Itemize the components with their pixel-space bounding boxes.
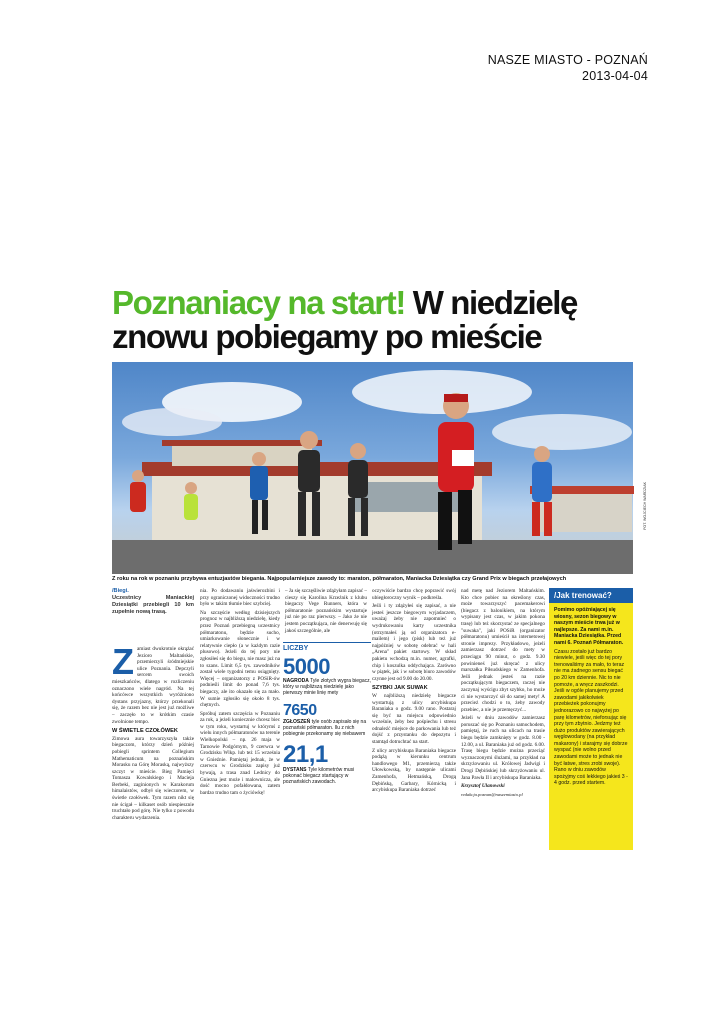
article-column-1: [112, 588, 194, 823]
document-header: [488, 52, 648, 84]
article-column-4: [372, 588, 456, 796]
stat-number: 21,1: [283, 741, 328, 768]
runners-illustration: [112, 362, 633, 574]
paragraph: – Ja się szczęśliwie zdążyłam zapisać – cieszy się Karolina Krzeźnik z klubu biegaczy Vege Runners, która w półmaratonie poznańskim wystartuje już nie po raz pierwszy. – Jako że nie jestem początkująca, nie denerwuję się jakoś szczególnie, ale: [285, 588, 367, 634]
lead-box: [112, 588, 194, 616]
author-email: redakcja.poznan@naszemiasto.pl: [461, 791, 523, 797]
runners-photo: [112, 362, 647, 574]
headline: [112, 286, 632, 354]
paragraph: nia. Po dodawaniu jaświerozbini i przy ograniczonej widoczności trudno było w takim tłumie biec szybciej.: [200, 588, 280, 608]
stat-keyword: ZGŁOSZEŃ: [283, 719, 311, 725]
paragraph: Spróbuj zatem szczęścia w Poznaniu za rok, a jeżeli koniecznie chcesz biec w tym roku, wystartuj w którymś z wielu innych półmaratonów na terenie Wielkopolski – np. 26 maja w Tarnowie Podgórnym, 9 czerwca w Grodzisku Wlkp. lub też 15 września w Gnieźnie. Pamiętaj jednak, że w czerwcu w Grodzisku zapisy już bywają, a trasa znad Lednicy do Gniezna jest może i malownicza, ale dość mocno pofałdowana, zatem bardzo trudno tam o życiówkę!: [200, 710, 280, 796]
stat-description: [283, 678, 371, 696]
subheading: W ŚWIETLE CZOŁÓWEK: [112, 728, 178, 735]
numbers-box: [283, 642, 371, 791]
article-column-2: [200, 588, 280, 798]
paragraph: Zimowa aura towarzyszyła także biegaczom, którzy dzień później pobiegli sprintem Collegium Mathematicum na poznańskim Morasku na Górę Moraską, najwyższy szczyt w mieście. Bieg Pamięci Tomasza Kowalskiego i Macieja Berbeki, zaginionych w Karakorum himalaistów, odbył się wieczorem, w świetle czołówek. Tym razem nikt się nie ścigał – kilkaset osób niespiesznie truchtało pod górę. Nie tylko z powodu charakteru wydarzenia.: [112, 735, 194, 821]
stat-text: tyle osób zapisało się na poznański półmaraton. Ilu z nich pobiegnie przekonamy się niebawem: [283, 719, 367, 737]
stat-text: Tyle złotych wygra biegacz, który w najbliższą niedzielę jako pierwszy minie linię mety: [283, 678, 372, 696]
lead-text: Uczestnicy Maniackiej Dziesiątki przebiegli 10 km zupełnie nową trasą.: [112, 595, 194, 615]
paragraph: Na szczęście według dzisiejszych prognoz w najbliższą niedzielę, kiedy przez Poznań przebiegną uczestnicy półmaratonu, będzie sucho, umiarkowanie słonecznie i w relatywnie ciepło (a w każdym razie plusowo). Jeżeli do tej pory nie zgłosiłeś się do biegu, nie masz już na to szans. Limit 6,5 tys. zawodników został wiele tygodni temu osiągnięty. Więcej – organizatorzy z POSiR-ów podnieśli limit do ponad 7,6 tys. biegaczy, ale ito okazało się za mało. W sumie zgłosiło się około 8 tys. chętnych.: [200, 609, 280, 709]
stat-number: 5000: [283, 654, 330, 679]
stat-keyword: NAGRODA: [283, 678, 309, 684]
publication-date: 2013-04-04: [582, 69, 648, 83]
stat-item: [283, 656, 371, 696]
training-sidebar: [549, 588, 633, 850]
drop-cap: Z: [112, 641, 134, 682]
stat-keyword: DYSTANS: [283, 767, 307, 773]
stat-description: [283, 767, 371, 785]
paragraph: Jeśli i ty zdążyłeś się zapisać, a nie jesteś jeszcze biegowym wyjadaczem, uważaj żeby nie zapomnieć o wydrukowaniu karty uczestnika (otrzymałeś ją od organizatora e-mailem) i jego (pisk) lub też już najpóźniej w sobotę odebrać w hali „Arena" pakiet startowy. W skład pakietu wchodzą m.in. numer, agrafki, chip i koszulka oddychająca. Zarówno w piątek, jak i w sobotę biuro zawodów czynne jest od 9.00 do 20.00.: [372, 603, 456, 682]
paragraph: Z ulicy arcybiskupa Baraniaka biegacze podążą w kierunku centrum handlowego M1, przemierzą także Ułowkowską, by następnie ulicami Zamenhofa, Hetmańską, Drogą Dębińską, Garbary, Kórnicką i arcybiskupa Baraniaka dotrzeć: [372, 747, 456, 794]
paragraph: Jeżeli w dniu zawodów zamierzasz poruszać się po Poznaniu samochodem, pamiętaj, że ruch na ulicach na trasie biegu będzie zamknięty w godz. 8.00 - 12.00, a ul. Baraniaka już od godz. 6.00. Trasę biegu będzie można przeciąć wyznaczonymi ślużami, na przykład na skrzyżowaniu ul. Królowej Jadwigi i Drogi Dębińskiej lub skrzyżowaniu ul. Jana Pawła II i arcybiskupa Baraniaka.: [461, 715, 545, 781]
stat-item: [283, 743, 371, 785]
stat-item: [283, 702, 371, 737]
sidebar-intro: Pomimo opóźniającej się wiosny, sezon biegowy w naszym mieście trwa już w najlepsze. Za nami m.in. Maniacka Dziesiątka. Przed nami 6. Poznań Półmaraton.: [554, 607, 624, 646]
source-name: NASZE MIASTO - POZNAŃ: [487, 53, 648, 67]
numbers-label: LICZBY: [283, 642, 371, 652]
sidebar-title: /Jak trenować?: [549, 588, 633, 603]
photo-caption: Z roku na rok w poznaniu przybywa entuzjastów biegania. Najpopularniejsze zawody to: maraton, półmaraton, Maniacka Dziesiątka czy Grand Prix w biegach przełajowych: [112, 576, 567, 582]
article-column-3: [285, 588, 367, 636]
stat-description: [283, 719, 371, 737]
stat-number: 7650: [283, 702, 317, 719]
photo-credit: FOT. WOJCIECH WARDZIAK: [643, 482, 647, 530]
article-column-5: [461, 588, 545, 800]
stat-text: Tyle kilometrów musi pokonać biegacz startujący w poznańskich zawodach.: [283, 767, 355, 785]
paragraph: W najbliższą niedzielę biegacze wystartują z ulicy arcybiskupa Baraniaka o godz. 9.00 rano. Postaraj się być na miejscu odpowiednio wcześnie, żeby bez pośpiechu i stresu odnaleźć miejsce do parkowania lub też dojść z przystanku do depozytu i stamtąd dotruchtać na start.: [372, 692, 456, 746]
headline-black-part: W niedzielę znowu pobiegamy po mieście: [112, 284, 578, 355]
headline-green-part: Poznaniacy na start!: [112, 284, 405, 321]
author-signature: Krzysztof Ulanowski: [461, 783, 505, 790]
section-tag: /Biegi.: [112, 588, 129, 594]
sidebar-body: [549, 603, 633, 791]
lead-paragraph: [112, 641, 194, 725]
newspaper-clipping: [108, 284, 647, 860]
paragraph: oczywiście bardzo chcę poprawić swój ubiegłoroczny wynik – podkreśla.: [372, 588, 456, 601]
subheading: SZYBKI JAK SUWAK: [372, 685, 428, 692]
paragraph-text: amiast dwukrotnie okrążać Jezioro Maltańskie, przemierzyli śródmiejskie ulice Poznania. Depczyli sercem swoich mieszkańców, dlatego w rozliczeniu oznaczono wiele nagród. Na tej końcówce wszystkich wyróżniono dystans przyjazny, którzy przekonali się, że razem bez nie jest już możliwe – zaczęło to w krótkim czasie zwolnione tempo.: [112, 646, 194, 725]
paragraph: nad metę nad Jeziorem Maltańskim. Kto chce pobiec na określony czas, może towarzyszyć pacemakerowi (biegacz z balonikiem, na którym wypisany jest czas, w jakim pokona trasę) lub też skorzystać ze specjalnego "suwaka", jaki POSiR (organizator półmaratonu) umieścił na internetowej stronie imprezy. Przykładowo, jeżeli zamierzasz dotrzeć do mety w przeciągu 90 minut, o godz. 9.30 powinieneś już skręcać z ulicy marszałka Piłsudskiego w Zamenhofa. Jeśli jednak jesteś na razie początkującym biegaczem, raczej nie zaczynaj wyścigu zbyt szybko, ho może ci nie wystarczyć sił do samej mety! A przecież chodzi o to, żeby zawody przebiec, a nie je przemęczyć...: [461, 588, 545, 713]
sidebar-text: Czasu zostało już bardzo niewiele, jeśli więc do tej pory trenowaliśmy za mało, to teraz nie ma żadnego sensu biegać po 20 km dziennie. Nic to nie pomoże, a wręcz zaszkodzi. Jeśli w ogóle planujemy przed zawodami jakikolwiek przebieżek pokonujmy jednorazowo co najwyżej po parę kilometrów, nieforsując się przy tym zbytnio. Jedzmy też dużo produktów zawierających węglowodany (na przykład makarony) i starajmy się dobrze wyspać (nie wolno przed zawodami może to jednak nie być łatwe, stres zrobi swoje). Rano w dniu zawodów spożyjmy coś lekkiego jakieś 3 - 4 godz. przed startem.: [554, 648, 628, 787]
